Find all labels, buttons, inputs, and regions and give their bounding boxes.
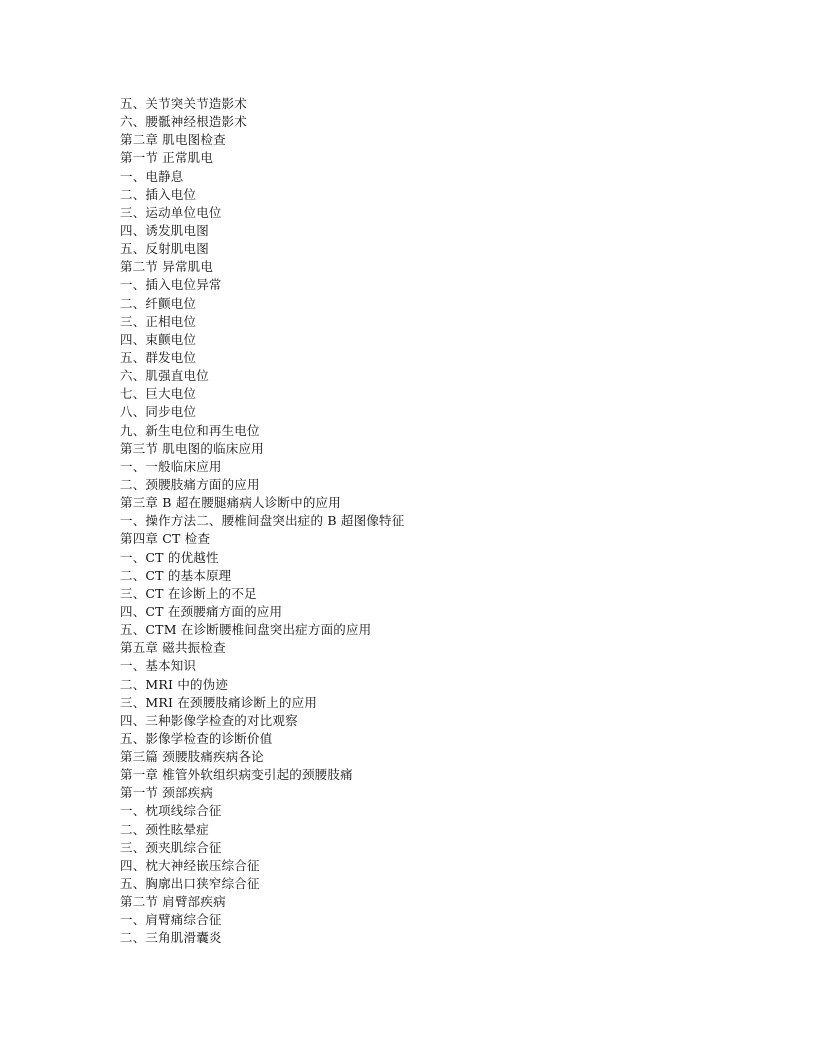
toc-line: 五、影像学检查的诊断价值: [120, 730, 273, 746]
toc-line: 八、同步电位: [120, 404, 197, 420]
toc-line: 一、枕项线综合征: [120, 803, 222, 819]
toc-line: 六、腰骶神经根造影术: [120, 114, 248, 130]
toc-line: 五、反射肌电图: [120, 241, 209, 257]
toc-line: 五、群发电位: [120, 349, 197, 365]
toc-line: 一、基本知识: [120, 658, 197, 674]
toc-line: 第三节 肌电图的临床应用: [120, 440, 264, 456]
toc-line: 一、CT 的优越性: [120, 549, 219, 565]
toc-line: 第一节 颈部疾病: [120, 785, 214, 801]
toc-line: 第四章 CT 检查: [120, 531, 211, 547]
toc-line: 四、枕大神经嵌压综合征: [120, 857, 260, 873]
toc-line: 四、诱发肌电图: [120, 222, 209, 238]
toc-line: 五、胸廓出口狭窄综合征: [120, 876, 260, 892]
toc-line: 第三篇 颈腰肢痛疾病各论: [120, 749, 264, 765]
toc-line: 一、插入电位异常: [120, 277, 222, 293]
toc-line: 二、颈性眩晕症: [120, 821, 209, 837]
toc-line: 第一章 椎管外软组织病变引起的颈腰肢痛: [120, 767, 353, 783]
toc-line: 九、新生电位和再生电位: [120, 422, 260, 438]
toc-line: 一、电静息: [120, 168, 184, 184]
toc-line: 三、正相电位: [120, 313, 197, 329]
toc-line: 六、肌强直电位: [120, 368, 209, 384]
toc-line: 第二节 异常肌电: [120, 259, 214, 275]
toc-line: 二、CT 的基本原理: [120, 567, 232, 583]
toc-line: 第五章 磁共振检查: [120, 640, 226, 656]
toc-line: 一、一般临床应用: [120, 458, 222, 474]
toc-line: 第二节 肩臂部疾病: [120, 894, 226, 910]
toc-line: 第一节 正常肌电: [120, 150, 214, 166]
toc-line: 五、CTM 在诊断腰椎间盘突出症方面的应用: [120, 622, 372, 638]
toc-line: 四、束颤电位: [120, 331, 197, 347]
toc-line: 七、巨大电位: [120, 386, 197, 402]
toc-line: 一、肩臂痛综合征: [120, 912, 222, 928]
toc-line: 二、纤颤电位: [120, 295, 197, 311]
toc-line: 二、MRI 中的伪迹: [120, 676, 229, 692]
toc-line: 一、操作方法二、腰椎间盘突出症的 B 超图像特征: [120, 513, 405, 529]
toc-line: 二、颈腰肢痛方面的应用: [120, 476, 260, 492]
toc-line: 三、CT 在诊断上的不足: [120, 585, 257, 601]
toc-line: 四、三种影像学检查的对比观察: [120, 712, 298, 728]
toc-line: 二、三角肌滑囊炎: [120, 930, 222, 946]
toc-line: 第二章 肌电图检查: [120, 132, 226, 148]
toc-line: 四、CT 在颈腰痛方面的应用: [120, 603, 283, 619]
toc-line: 三、MRI 在颈腰肢痛诊断上的应用: [120, 694, 318, 710]
toc-line: 二、插入电位: [120, 186, 197, 202]
toc-line: 第三章 B 超在腰腿痛病人诊断中的应用: [120, 495, 341, 511]
toc-line: 五、关节突关节造影术: [120, 96, 248, 111]
toc-line: 三、颈夹肌综合征: [120, 839, 222, 855]
table-of-contents: [120, 95, 404, 948]
toc-line: 三、运动单位电位: [120, 204, 222, 220]
